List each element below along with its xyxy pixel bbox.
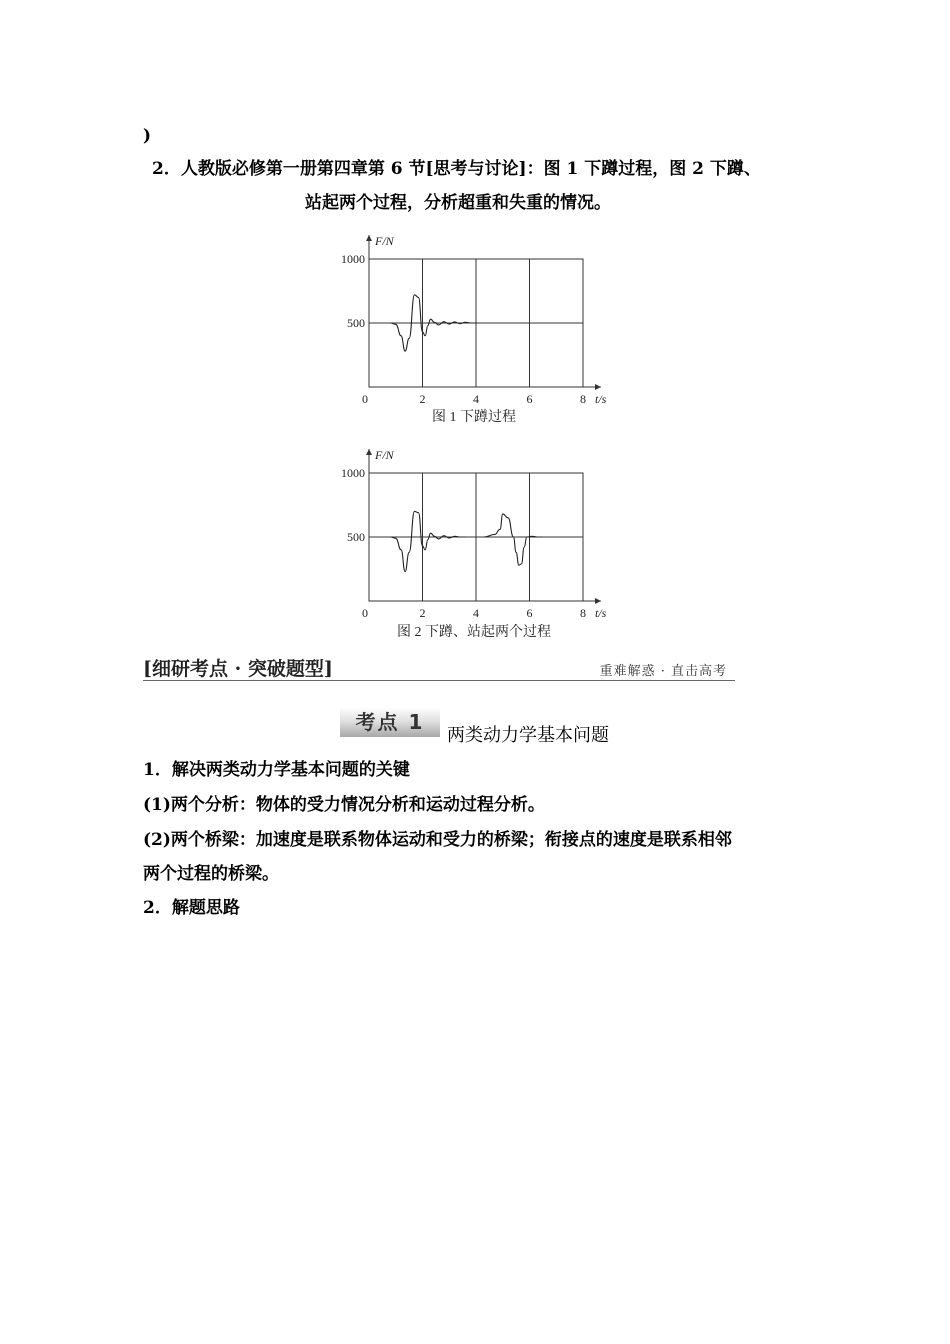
figure2-x-tick-6: 6 <box>526 606 533 620</box>
item2-line2: 站起两个过程，分析超重和失重的情况。 <box>305 193 611 213</box>
figure2-caption: 图 2 下蹲、站起两个过程 <box>397 625 551 640</box>
figure2-y-tick-500: 500 <box>347 530 365 544</box>
figure1-chart <box>320 222 620 407</box>
figure1-x-axis-arrow <box>595 384 601 390</box>
kaodian-title: 两类动力学基本问题 <box>447 725 609 746</box>
figure2-series-0-segment-1 <box>390 511 465 571</box>
figure1-x-tick-8: 8 <box>580 392 586 406</box>
figure1-x-axis-label: t/s <box>595 392 607 406</box>
item-two-bridges-line1: (2)两个桥梁：加速度是联系物体运动和受力的桥梁；衔接点的速度是联系相邻 <box>143 830 732 850</box>
figure1-y-axis-label: F/N <box>375 234 394 248</box>
figure2-x-tick-2: 2 <box>419 606 426 620</box>
figure2-series-0-segment-2 <box>484 514 543 565</box>
figure1-x-tick-6: 6 <box>526 392 533 406</box>
figure2-x-axis-label: t/s <box>595 606 607 620</box>
figure2-axes <box>366 448 607 620</box>
figure2-x-axis-arrow <box>595 598 601 604</box>
figure1-x-tick-2: 2 <box>419 392 426 406</box>
heading-solving-approach: 2．解题思路 <box>143 898 240 918</box>
section-subtitle: 重难解惑 · 直击高考 <box>599 664 727 679</box>
kaodian-badge: 考点 1 <box>340 707 440 737</box>
figure1-y-tick-500: 500 <box>347 316 365 330</box>
figure1-axes <box>366 234 607 406</box>
figure1-caption: 图 1 下蹲过程 <box>432 410 516 425</box>
figure2-x-tick-0: 0 <box>362 606 368 620</box>
figure2-ticks <box>341 466 586 620</box>
figure2-x-tick-4: 4 <box>473 606 479 620</box>
heading-key-points: 1．解决两类动力学基本问题的关键 <box>143 760 410 780</box>
figure2-y-axis-label: F/N <box>375 448 394 462</box>
figure1-y-axis-arrow <box>366 235 372 241</box>
figure2-grid <box>369 473 583 601</box>
item-two-bridges-line2: 两个过程的桥梁。 <box>143 864 279 884</box>
figure2-x-tick-8: 8 <box>580 606 586 620</box>
figure2-series <box>374 511 543 571</box>
paren-fragment: ) <box>143 126 152 146</box>
item2-line1: 2．人教版必修第一册第四章第 6 节[思考与讨论]：图 1 下蹲过程，图 2 下蹲、 <box>152 159 761 179</box>
section-title: [细研考点 · 突破题型] <box>143 658 333 680</box>
figure2-chart <box>320 436 620 621</box>
section-header <box>143 654 735 681</box>
figure2-y-axis-arrow <box>366 449 372 455</box>
figure1-x-tick-0: 0 <box>362 392 368 406</box>
figure1-y-tick-1000: 1000 <box>341 252 365 266</box>
figure1-x-tick-4: 4 <box>473 392 479 406</box>
item-two-analyses: (1)两个分析：物体的受力情况分析和运动过程分析。 <box>143 795 545 815</box>
figure2-y-tick-1000: 1000 <box>341 466 365 480</box>
figure1-ticks <box>341 252 586 406</box>
